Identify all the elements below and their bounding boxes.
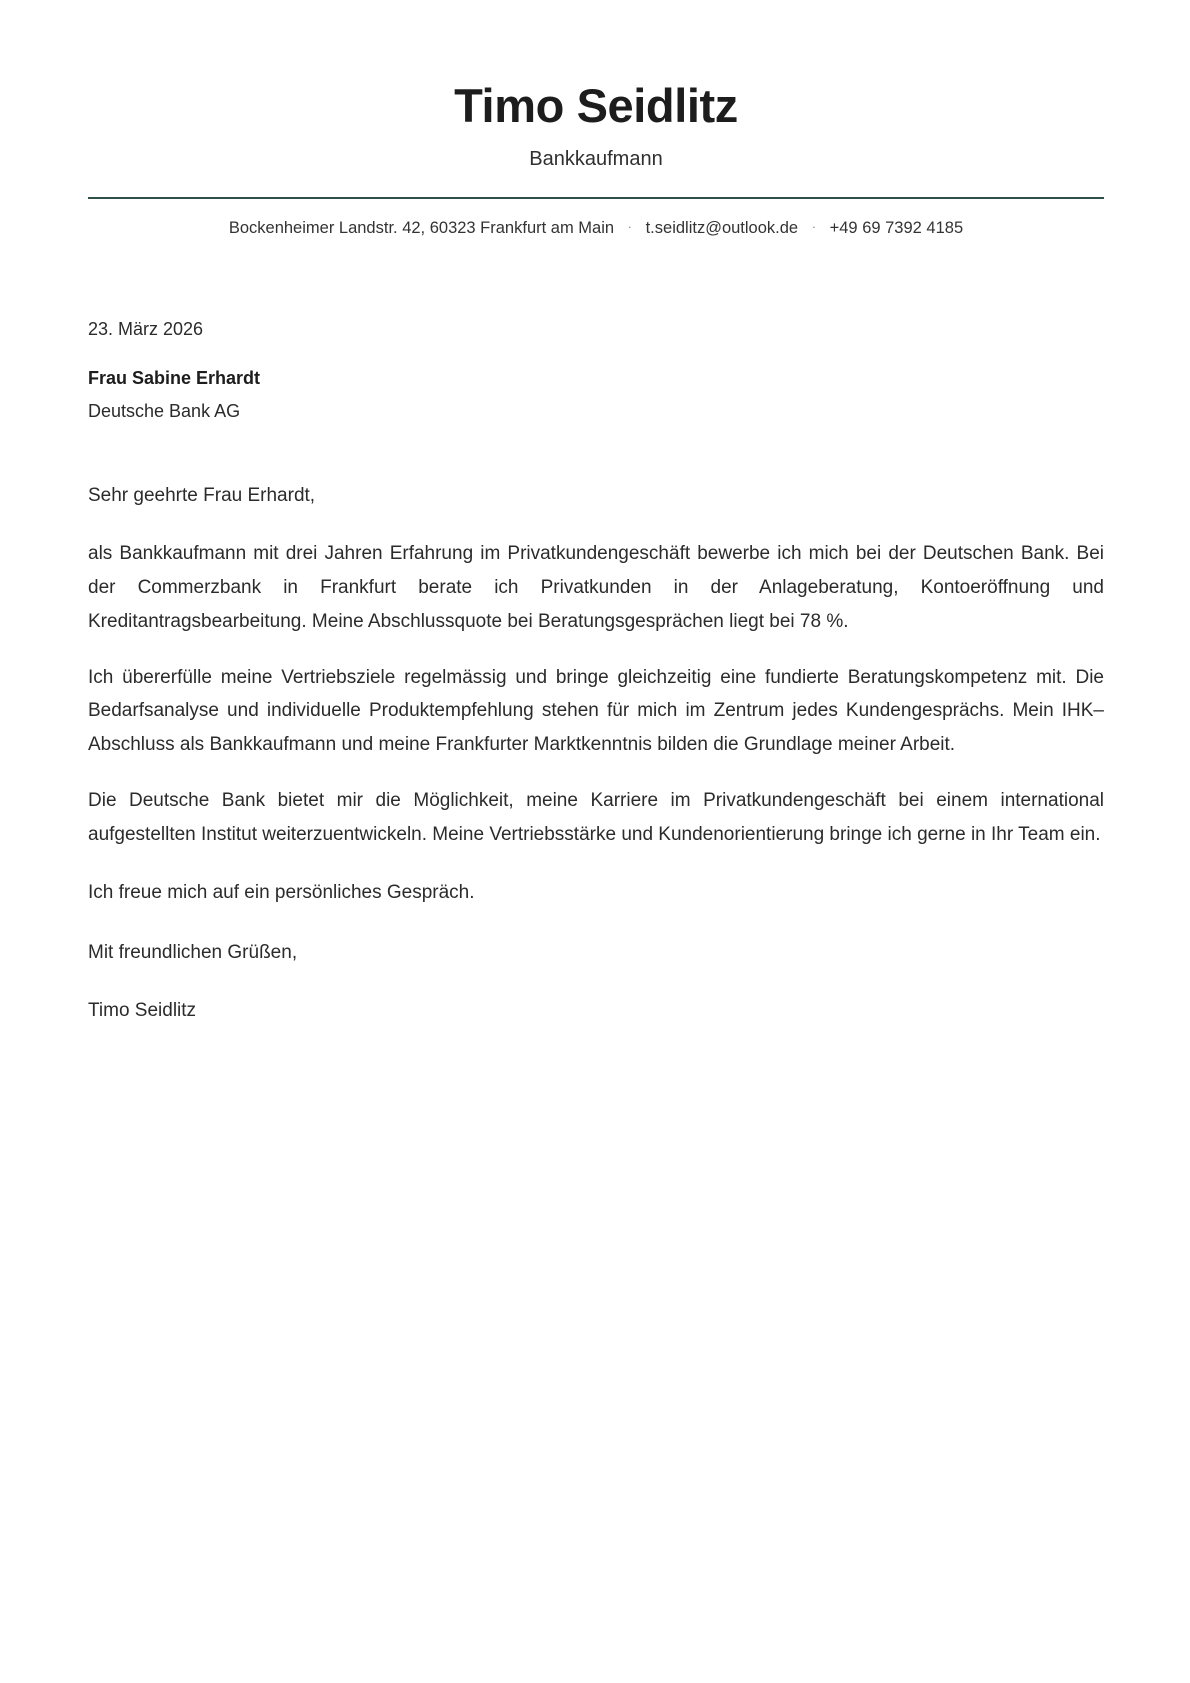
contact-address: Bockenheimer Landstr. 42, 60323 Frankfurt am Main bbox=[228, 218, 615, 237]
salutation: Sehr geehrte Frau Erhardt, bbox=[88, 484, 316, 506]
contact-separator-2: · bbox=[811, 218, 817, 234]
letterhead bbox=[88, 80, 1104, 240]
body-paragraph-3: Die Deutsche Bank bietet mir die Möglichkeit, meine Karriere im Privatkundengeschäft bei einem international aufgestellten Institut weiterzuentwickeln. Meine Vertriebsstärke und Kundenorientierung bringe ich gerne in Ihr Team ein. bbox=[88, 789, 1104, 845]
recipient-name: Frau Sabine Erhardt bbox=[88, 367, 261, 388]
recipient-company: Deutsche Bank AG bbox=[88, 400, 241, 421]
letter-meta bbox=[88, 316, 1104, 425]
letter-date: 23. März 2026 bbox=[88, 318, 204, 339]
interview-request-line: Ich freue mich auf ein persönliches Gespräch. bbox=[88, 881, 475, 903]
letter-body bbox=[88, 481, 1104, 1027]
body-paragraph-2: Ich übererfülle meine Vertriebsziele regelmässig und bringe gleichzeitig eine fundierte Beratungskompetenz mit. Die Bedarfsanalyse und individuelle Produktempfehlung stehen für mich im Zentrum jedes Kundengesprächs. Mein IHK–Abschluss als Bankkaufmann und meine Frankfurter Marktkenntnis bilden die Grundlage meiner Arbeit. bbox=[88, 666, 1104, 756]
page-title: Timo Seidlitz bbox=[454, 79, 738, 132]
sign-off: Mit freundlichen Grüßen, bbox=[88, 942, 298, 963]
header-divider bbox=[88, 197, 1104, 199]
contact-email[interactable]: t.seidlitz@outlook.de bbox=[645, 218, 799, 237]
contact-line bbox=[88, 217, 1104, 240]
contact-separator-1: · bbox=[627, 218, 632, 234]
body-paragraph-1: als Bankkaufmann mit drei Jahren Erfahrung im Privatkundengeschäft bewerbe ich mich bei der Deutschen Bank. Bei der Commerzbank in Frankfurt berate ich Privatkunden in der Anlageberatung, Kontoeröffnung und Kreditantragsbearbeitung. Meine Abschlussquote bei Beratungsgesprächen liegt bei 78 %. bbox=[88, 543, 1104, 632]
contact-phone[interactable]: +49 69 7392 4185 bbox=[829, 218, 964, 237]
job-title: Bankkaufmann bbox=[529, 147, 663, 170]
signature-name: Timo Seidlitz bbox=[88, 1000, 197, 1022]
